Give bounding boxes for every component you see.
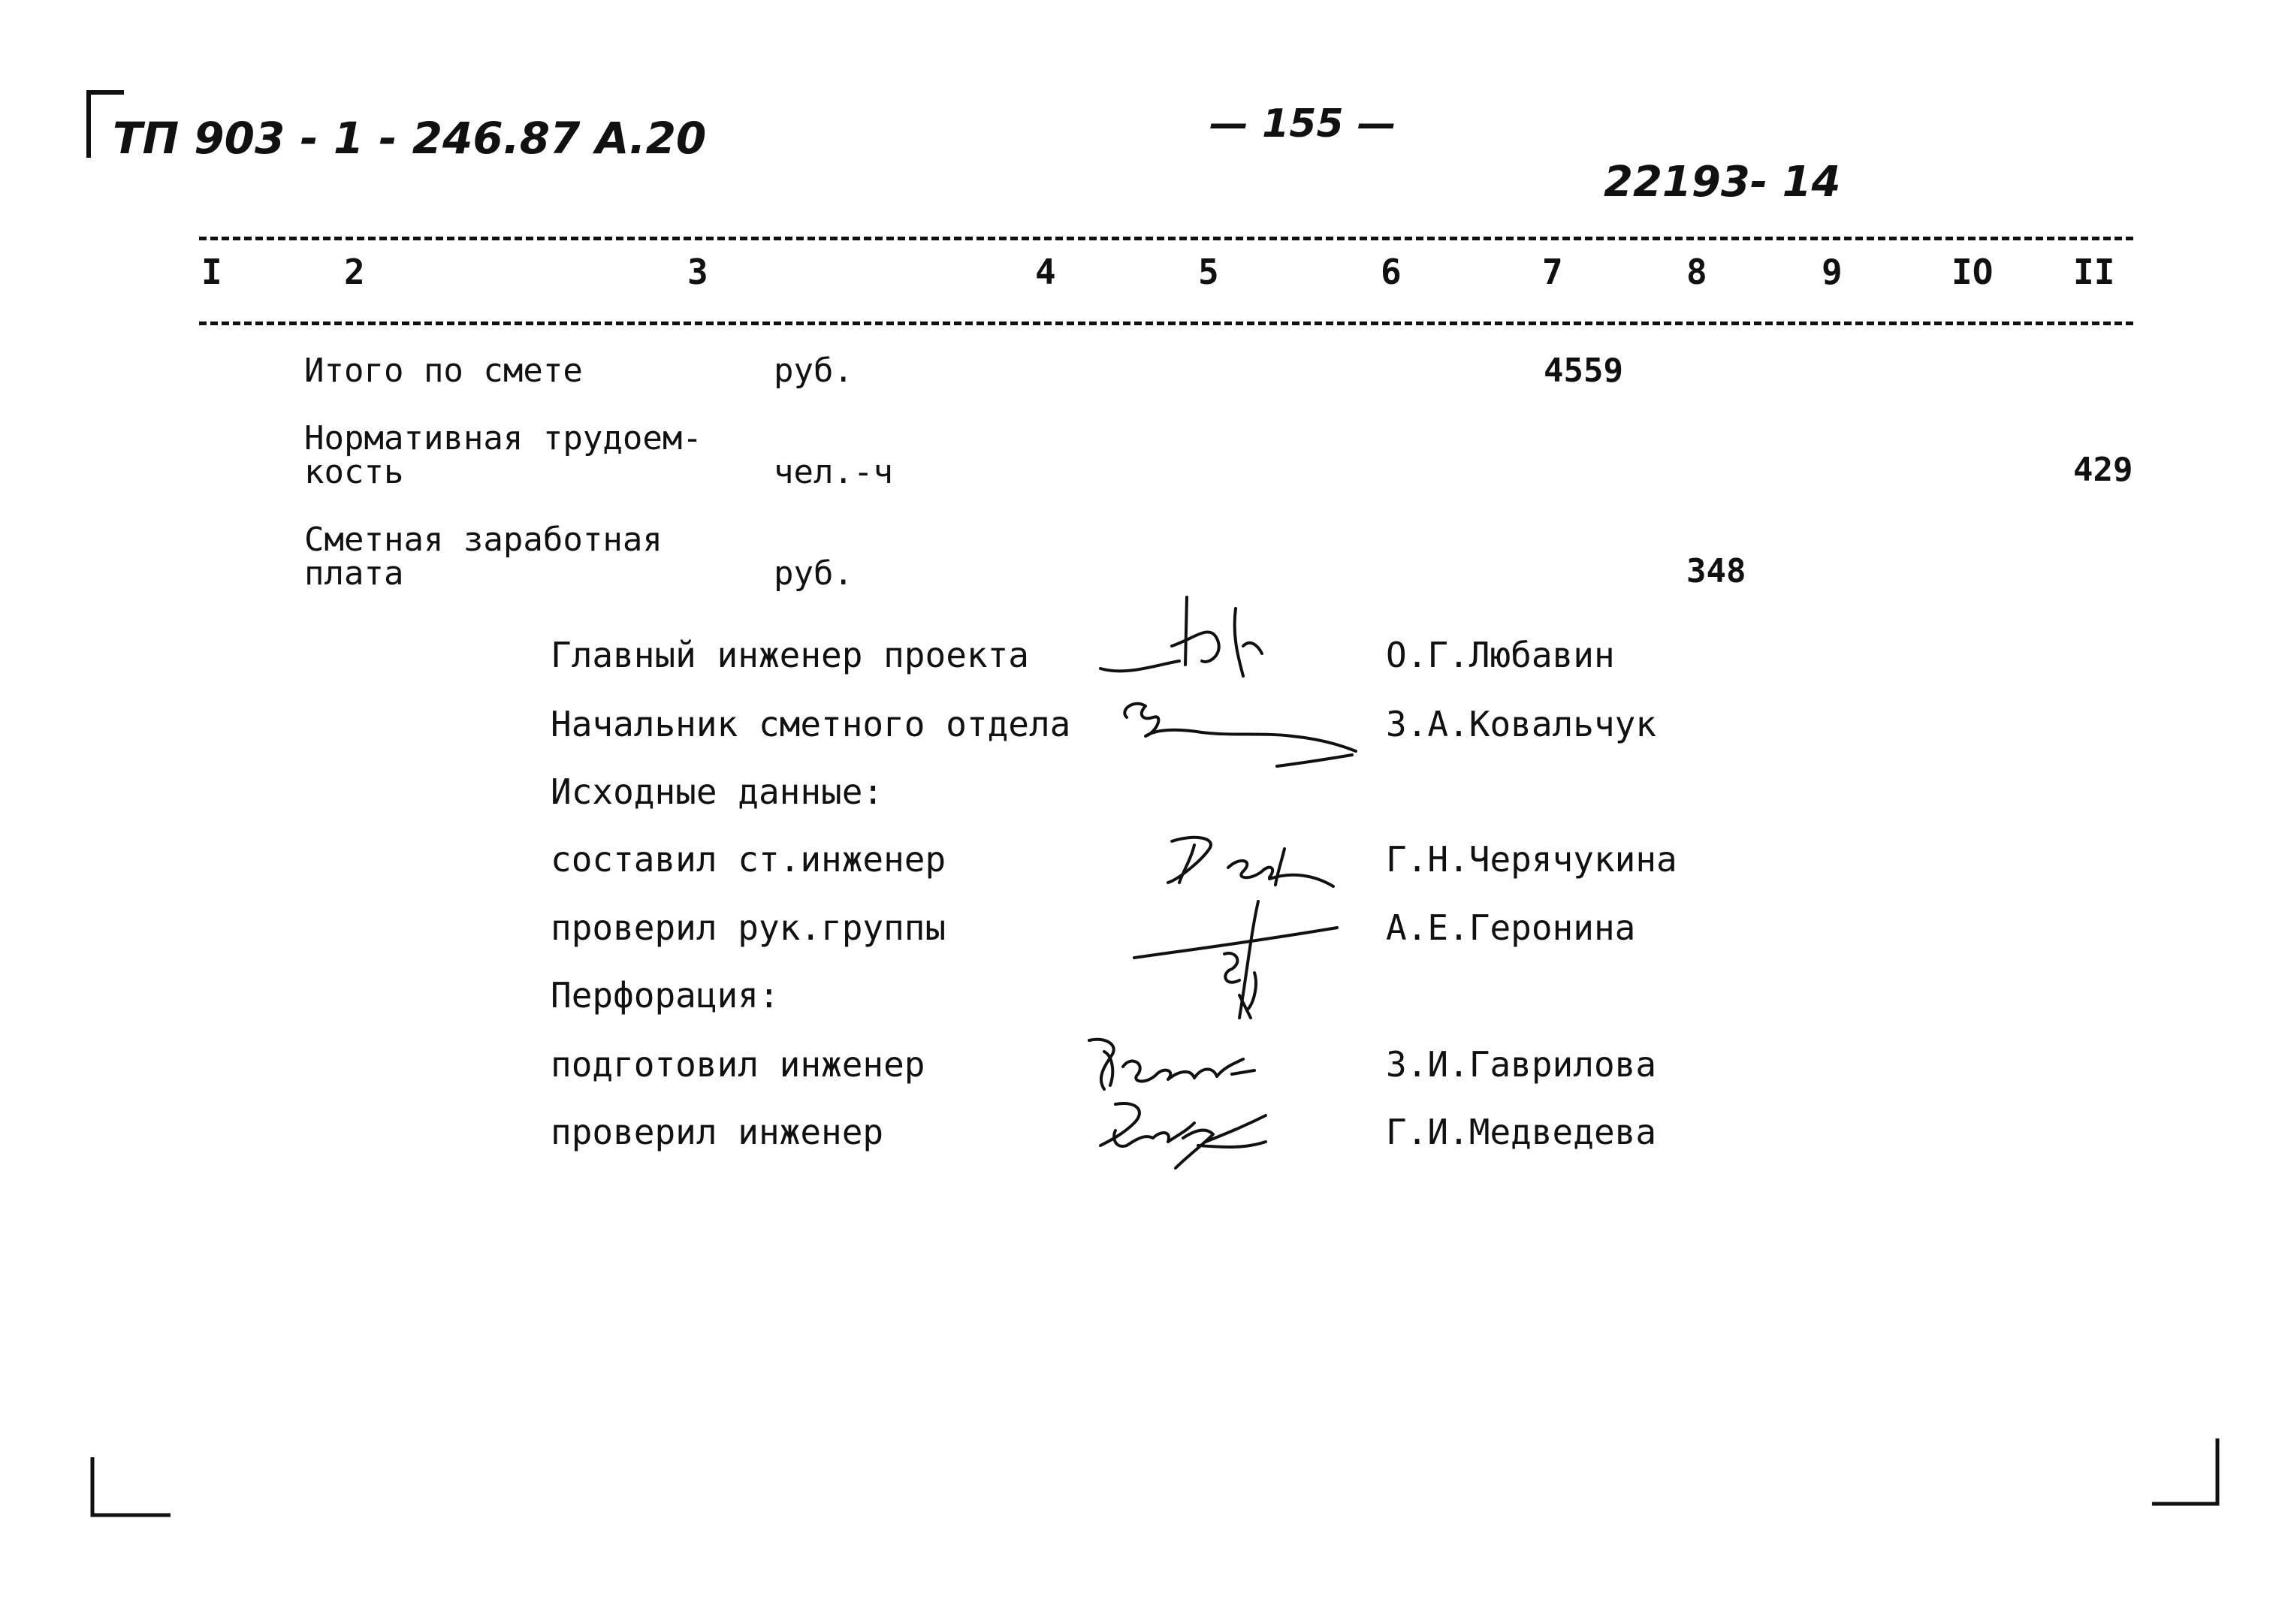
column-header: I: [201, 252, 222, 292]
handwritten-signature: [1112, 695, 1360, 777]
signatory-name: З.И.Гаврилова: [1386, 1044, 1657, 1085]
signature-role: проверил рук.группы: [551, 907, 946, 948]
row-value: 429: [2073, 451, 2133, 489]
column-header: II: [2073, 252, 2115, 292]
row-label: Итого по смете: [304, 352, 583, 390]
column-header: 8: [1686, 252, 1707, 292]
stamp-number: 22193- 14: [1604, 158, 1841, 207]
handwritten-signature: [1157, 826, 1345, 894]
row-unit: руб.: [774, 352, 853, 390]
row-unit: чел.-ч: [774, 453, 893, 491]
row-label: Нормативная трудоем-: [304, 419, 702, 457]
handwritten-signature: [1093, 1093, 1281, 1176]
section-heading: Исходные данные:: [551, 771, 884, 812]
handwritten-signature: [1082, 1033, 1269, 1100]
page-number: — 155 —: [1209, 101, 1396, 146]
column-header: 2: [344, 252, 365, 292]
column-header: 9: [1822, 252, 1843, 292]
signatory-name: З.А.Ковальчук: [1386, 704, 1657, 744]
row-label-cont: плата: [304, 554, 404, 593]
column-header: IO: [1951, 252, 1994, 292]
signatory-name: Г.Н.Черячукина: [1386, 839, 1677, 880]
row-value: 4559: [1544, 352, 1623, 390]
signatory-name: А.Е.Геронина: [1386, 907, 1636, 948]
column-header: 4: [1035, 252, 1056, 292]
signature-role: Главный инженер проекта: [551, 635, 1029, 675]
column-header: 3: [687, 252, 708, 292]
row-value: 348: [1686, 552, 1746, 590]
signature-role: проверил инженер: [551, 1112, 884, 1152]
column-header: 7: [1542, 252, 1563, 292]
signatory-name: О.Г.Любавин: [1386, 635, 1615, 675]
section-heading: Перфорация:: [551, 975, 780, 1016]
signature-role: подготовил инженер: [551, 1044, 925, 1085]
handwritten-signature: [1127, 898, 1352, 1025]
row-label-cont: кость: [304, 453, 404, 491]
corner-mark-bottom-left: [86, 1453, 177, 1521]
table-header-bottom-rule: [199, 321, 2133, 325]
signatory-name: Г.И.Медведева: [1386, 1112, 1657, 1152]
signature-role: составил ст.инженер: [551, 839, 946, 880]
row-unit: руб.: [774, 554, 853, 593]
column-header: 6: [1381, 252, 1402, 292]
signature-role: Начальник сметного отдела: [551, 704, 1071, 744]
column-header: 5: [1198, 252, 1219, 292]
corner-mark-bottom-right: [2148, 1435, 2223, 1510]
handwritten-signature: [1097, 593, 1292, 691]
table-top-rule: [199, 237, 2133, 240]
document-code: ТП 903 - 1 - 246.87 А.20: [113, 113, 707, 164]
row-label: Сметная заработная: [304, 521, 663, 559]
